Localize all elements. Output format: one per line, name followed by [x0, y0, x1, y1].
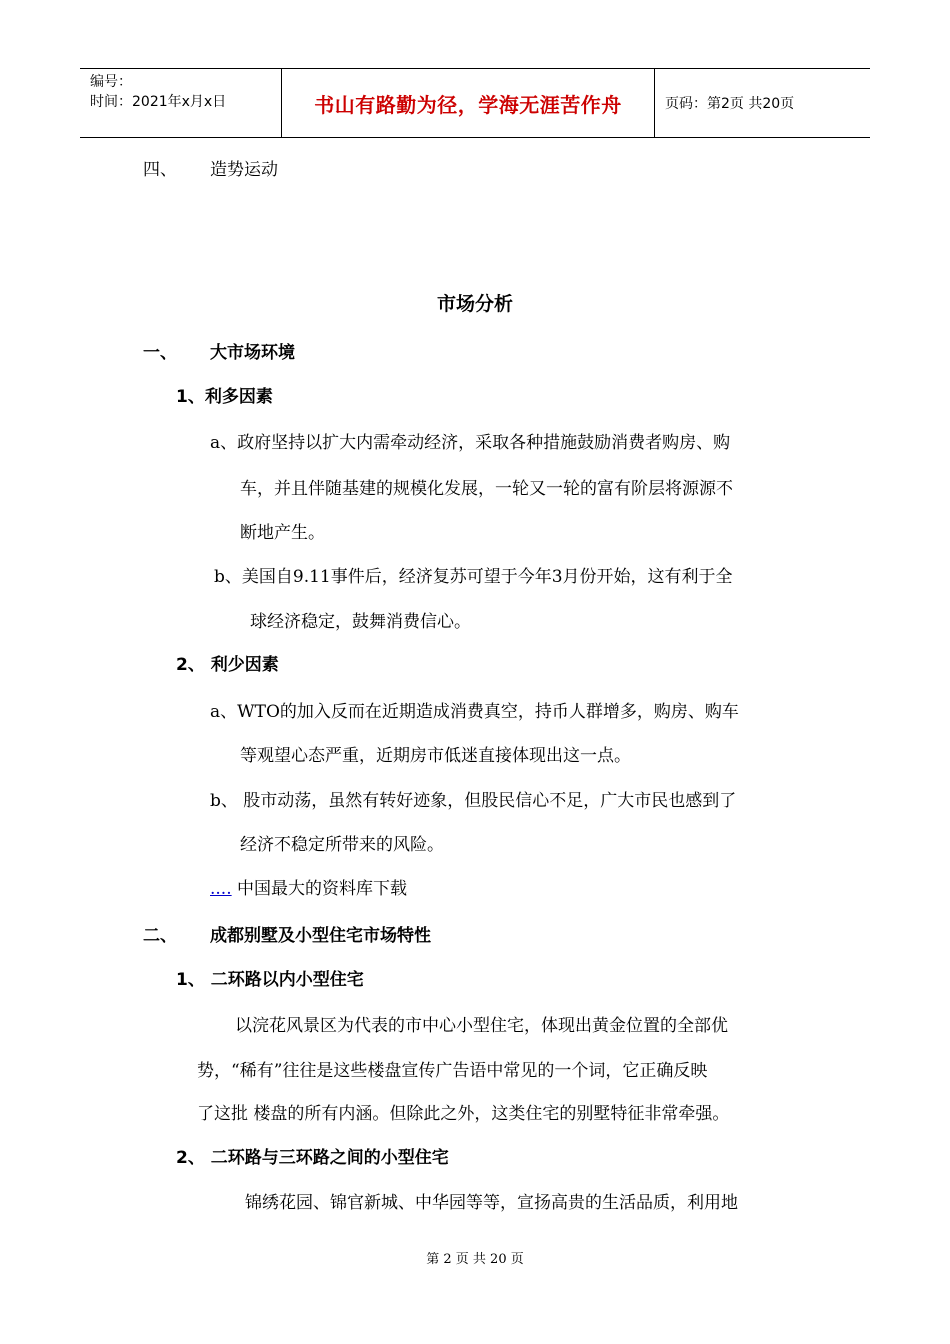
para-b1-line2: 球经济稳定，鼓舞消费信心。	[250, 612, 471, 632]
para-a1-line3: 断地产生。	[240, 523, 325, 543]
sec1-number: 一、	[143, 343, 177, 363]
time-label: 时间：2021年x月x日	[90, 94, 227, 110]
para-a1-line2: 车，并且伴随基建的规模化发展，一轮又一轮的富有阶层将源源不	[240, 479, 733, 499]
sub-heading-2: 2、 利少因素	[176, 655, 279, 675]
page-footer: 第 2 页 共 20 页	[426, 1252, 524, 1267]
para-c-line2: 势，“稀有”往往是这些楼盘宣传广告语中常见的一个词，它正确反映	[197, 1061, 708, 1081]
download-link[interactable]: ....	[210, 879, 232, 899]
serial-label: 编号：	[90, 74, 132, 90]
page-info: 页码：第2页 共20页	[665, 96, 795, 112]
sec2-heading: 成都别墅及小型住宅市场特性	[210, 926, 431, 946]
sub-heading-4: 2、 二环路与三环路之间的小型住宅	[176, 1148, 449, 1168]
para-b2-line1: b、 股市动荡，虽然有转好迹象，但股民信心不足，广大市民也感到了	[210, 791, 737, 811]
para-a1-line1: a、政府坚持以扩大内需牵动经济，采取各种措施鼓励消费者购房、购	[210, 433, 731, 453]
page-header	[80, 68, 870, 138]
header-meta	[80, 69, 280, 137]
sec2-number: 二、	[143, 926, 177, 946]
para-c-line3: 了这批 楼盘的所有内涵。但除此之外，这类住宅的别墅特征非常牵强。	[197, 1104, 730, 1124]
para-a2-line2: 等观望心态严重，近期房市低迷直接体现出这一点。	[240, 746, 631, 766]
sub-heading-1: 1、利多因素	[176, 387, 273, 407]
para-a2-line1: a、WTO的加入反而在近期造成消费真空，持币人群增多，购房、购车	[210, 702, 739, 722]
download-line	[210, 878, 407, 900]
sec1-heading: 大市场环境	[210, 343, 295, 363]
motto-text: 书山有路勤为径，学海无涯苦作舟	[314, 92, 622, 117]
para-c-line1: 以浣花风景区为代表的市中心小型住宅，体现出黄金位置的全部优	[235, 1016, 728, 1036]
item4-number: 四、	[143, 160, 177, 180]
download-text: 中国最大的资料库下载	[231, 879, 408, 899]
section-title: 市场分析	[436, 293, 513, 315]
para-d-line1: 锦绣花园、锦官新城、中华园等等，宣扬高贵的生活品质，利用地	[245, 1193, 738, 1213]
header-motto-cell	[281, 69, 655, 137]
para-b1-line1: b、美国自9.11事件后，经济复苏可望于今年3月份开始，这有利于全	[214, 567, 733, 587]
sub-heading-3: 1、 二环路以内小型住宅	[176, 970, 364, 990]
para-b2-line2: 经济不稳定所带来的风险。	[240, 835, 444, 855]
header-page-cell	[655, 69, 870, 137]
item4-text: 造势运动	[210, 160, 278, 180]
